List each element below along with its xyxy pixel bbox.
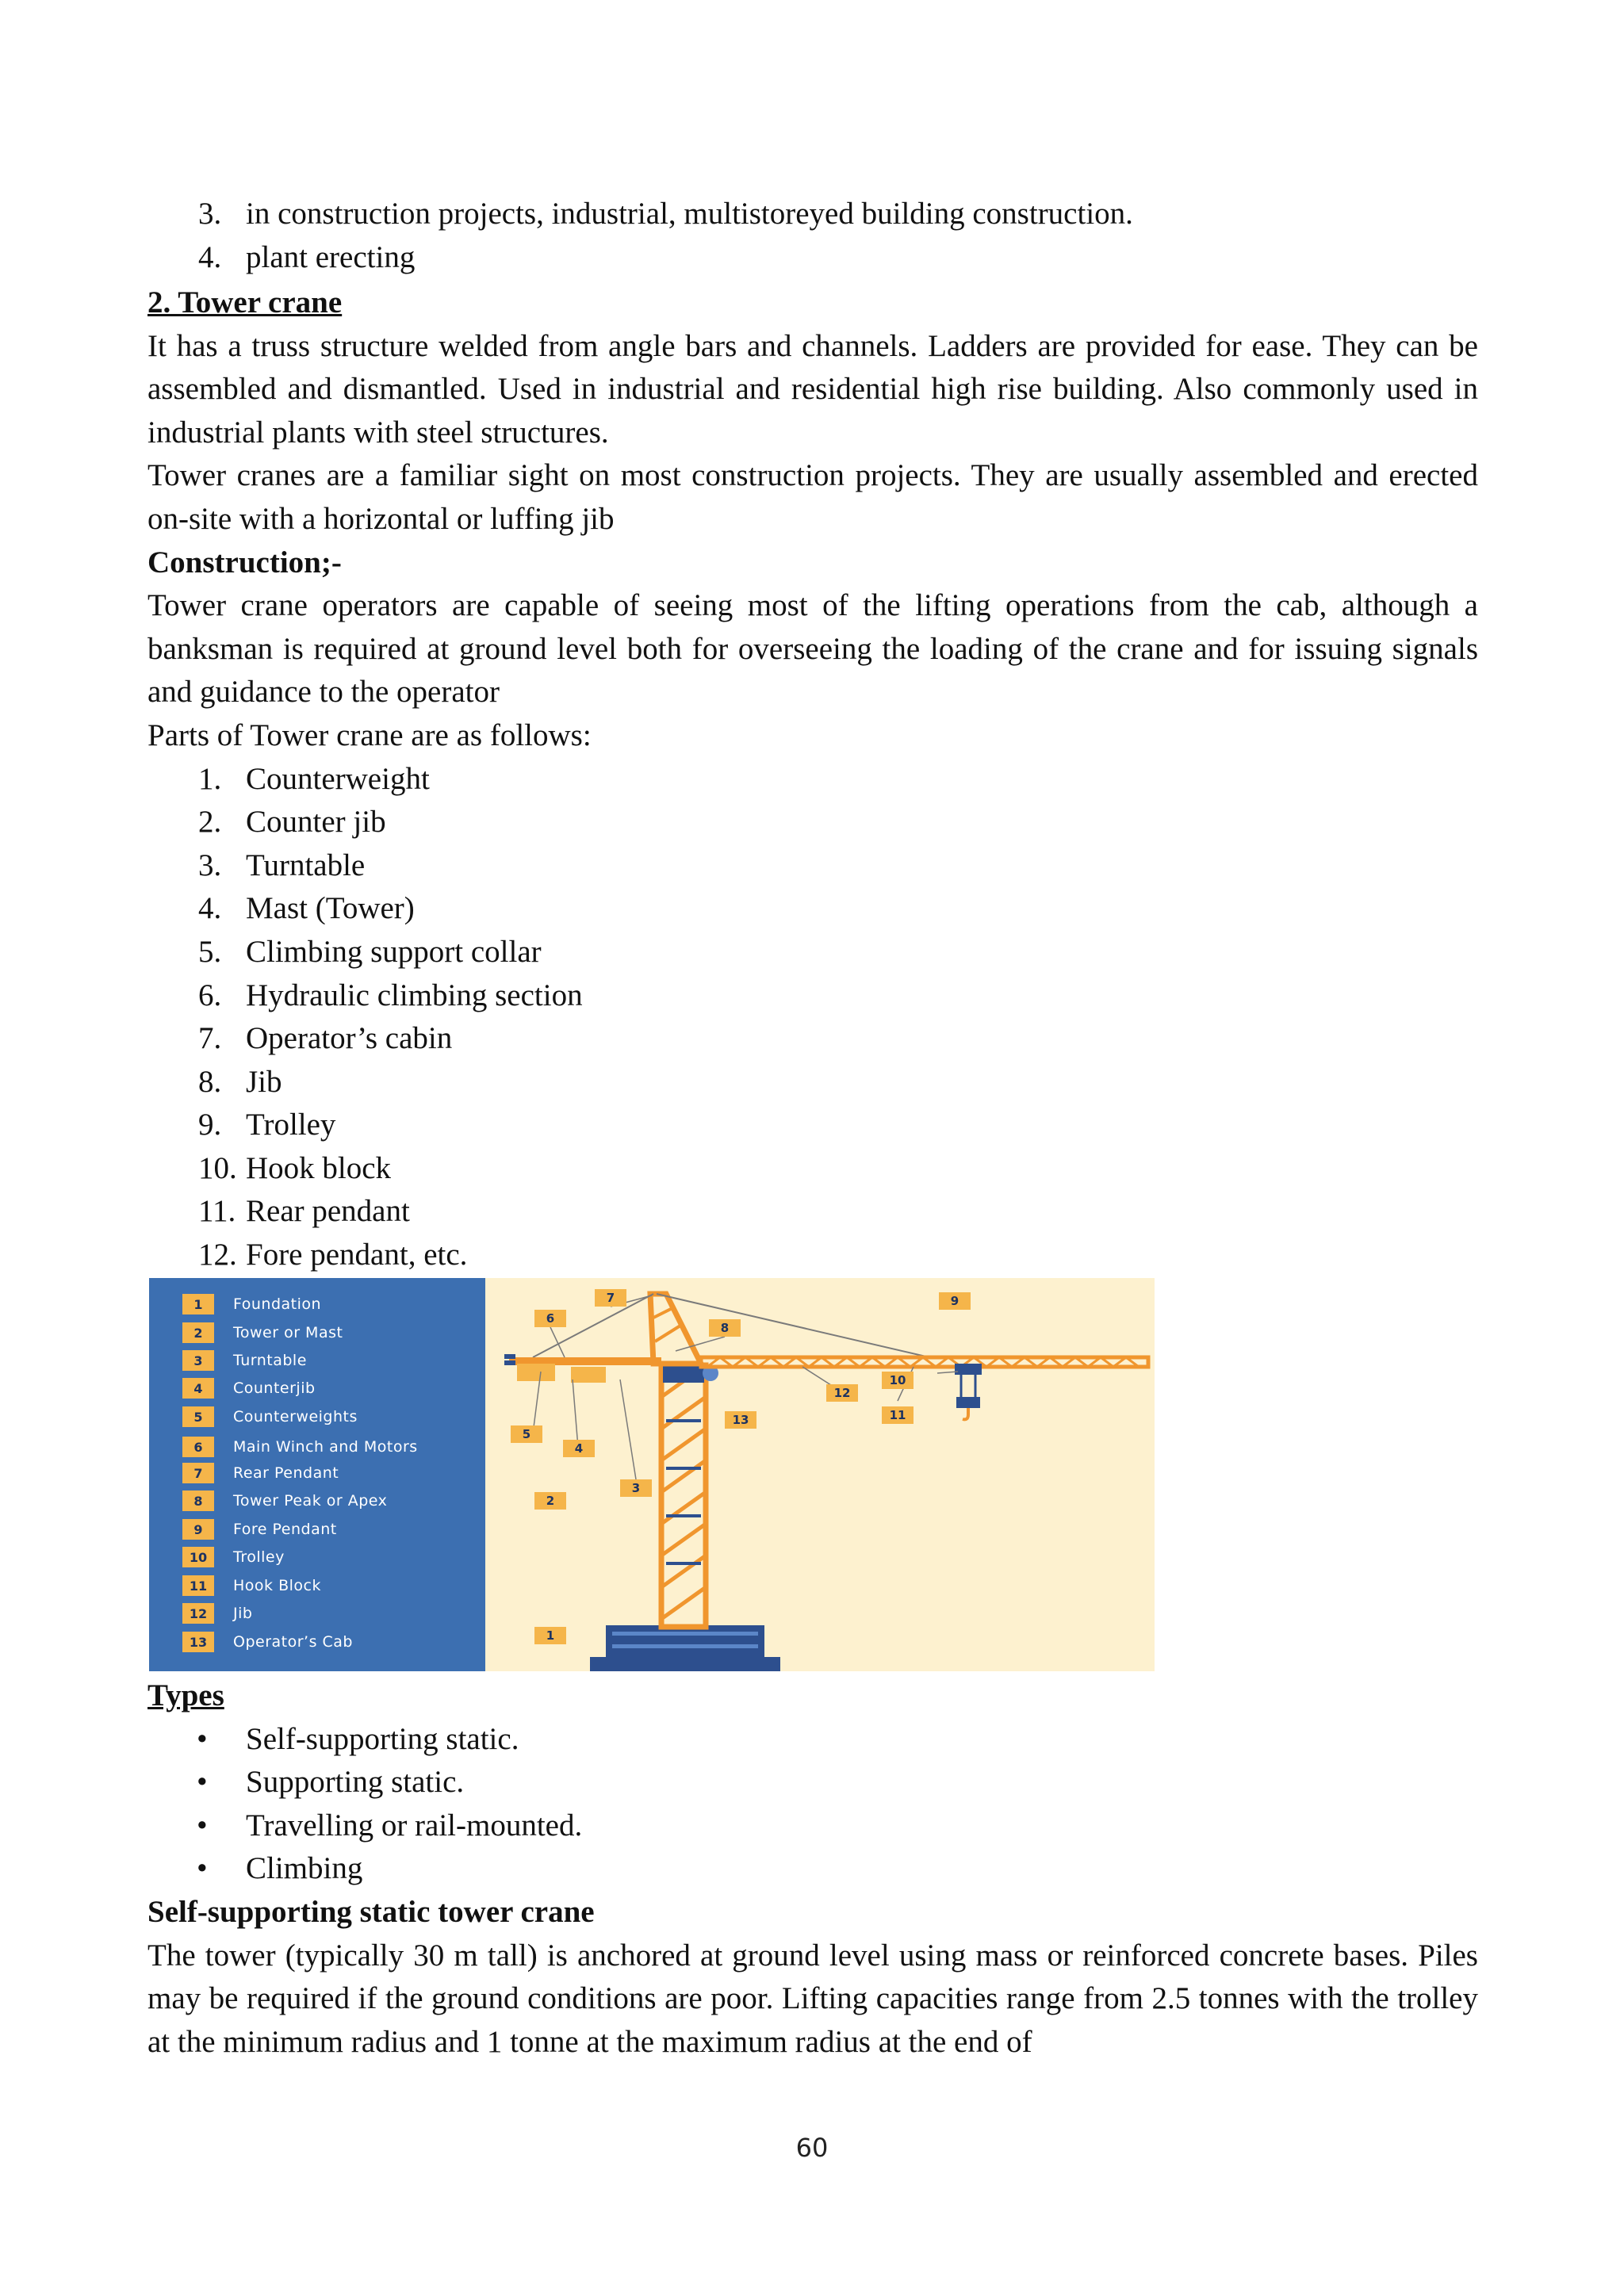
legend-label: Trolley — [233, 1548, 285, 1566]
legend-number-badge: 5 — [182, 1406, 214, 1427]
callout-tag — [709, 1319, 741, 1337]
list-text: Hydraulic climbing section — [246, 978, 583, 1012]
list-text: Fore pendant, etc. — [246, 1238, 468, 1272]
paragraph-familiar-sight: Tower cranes are a familiar sight on most construction projects. They are usually assembled and erected on-site with a horizontal or luffing jib — [147, 458, 1478, 536]
list-text: Turntable — [246, 848, 366, 882]
list-number: 9. — [198, 1108, 222, 1142]
legend-item — [182, 1349, 307, 1372]
list-item — [147, 1718, 1478, 1762]
page-number: 60 — [795, 2133, 829, 2163]
parts-intro: Parts of Tower crane are as follows: — [147, 718, 592, 752]
legend-item — [182, 1376, 316, 1400]
legend-number-badge: 7 — [182, 1463, 214, 1483]
list-number: 4. — [198, 891, 222, 926]
legend-label: Rear Pendant — [233, 1464, 339, 1482]
legend-number-badge: 8 — [182, 1490, 214, 1511]
bullet-icon: • — [197, 1851, 208, 1886]
list-text: Rear pendant — [246, 1194, 410, 1229]
legend-number-badge: 6 — [182, 1437, 214, 1457]
callout-tag — [534, 1492, 566, 1510]
legend-label: Counterjib — [233, 1380, 316, 1397]
legend-label: Hook Block — [233, 1577, 321, 1594]
paragraph-self-supporting: The tower (typically 30 m tall) is anchored at ground level using mass or reinforced concrete bases. Piles may be required if the ground conditions are poor. Lifting capacities range from 2.5 tonnes with the trolley at the minimum radius and 1 tonne at the maximum radius at the end of — [147, 1938, 1478, 2059]
legend-item — [182, 1630, 353, 1654]
legend-label: Tower or Mast — [233, 1324, 343, 1341]
tower-crane-figure — [149, 1278, 1155, 1671]
callout-tag — [620, 1479, 652, 1497]
svg-text:6: 6 — [546, 1311, 555, 1326]
list-item — [147, 844, 1478, 888]
list-text: Mast (Tower) — [246, 891, 415, 926]
svg-text:11: 11 — [889, 1408, 906, 1422]
legend-number-badge: 13 — [182, 1632, 214, 1652]
legend-number-badge: 12 — [182, 1603, 214, 1624]
callout-tag — [882, 1372, 914, 1389]
legend-number-badge: 1 — [182, 1294, 214, 1314]
types-list — [147, 1718, 1478, 1891]
legend-item — [182, 1574, 321, 1598]
legend-item — [182, 1517, 337, 1541]
callout-tag — [595, 1289, 626, 1307]
list-item — [147, 758, 1478, 802]
list-text: Counter jib — [246, 805, 386, 840]
callout-tag — [534, 1310, 566, 1327]
foundation-base — [590, 1625, 780, 1671]
legend-label: Main Winch and Motors — [233, 1438, 418, 1456]
list-text: Trolley — [246, 1108, 336, 1142]
legend-label: Turntable — [233, 1352, 307, 1369]
legend-item — [182, 1321, 343, 1345]
bullet-icon: • — [197, 1808, 208, 1843]
types-heading: Types — [147, 1678, 224, 1712]
list-item — [147, 974, 1478, 1018]
svg-text:3: 3 — [631, 1481, 641, 1495]
mast-tower-icon — [661, 1365, 706, 1627]
legend-label: Counterweights — [233, 1408, 358, 1425]
paragraph-operators: Tower crane operators are capable of seeing most of the lifting operations from the cab, although a banksman is required at ground level both for overseeing the loading of the crane and for issuing signals and guidance to the operator — [147, 588, 1478, 710]
legend-number-badge: 4 — [182, 1378, 214, 1399]
svg-text:5: 5 — [522, 1427, 531, 1441]
list-text: Counterweight — [246, 761, 430, 796]
list-text: in construction projects, industrial, multistoreyed building construction. — [246, 197, 1133, 231]
list-text: plant erecting — [246, 239, 416, 274]
legend-label: Fore Pendant — [233, 1521, 337, 1538]
svg-text:10: 10 — [889, 1373, 906, 1387]
callout-tag — [939, 1292, 971, 1310]
parts-list — [147, 758, 1478, 1277]
list-item — [147, 193, 1478, 236]
paragraph-structure: It has a truss structure welded from angle bars and channels. Ladders are provided for ease. They can be assembled and dismantled. Used in industrial and residential high rise building. Also commonly used in industrial plants with steel structures. — [147, 328, 1478, 450]
section-title: 2. Tower crane — [147, 285, 343, 320]
legend-number-badge: 11 — [182, 1575, 214, 1596]
continued-use-list — [147, 193, 1478, 279]
list-item — [147, 1847, 1478, 1891]
legend-item — [182, 1545, 285, 1569]
list-item — [147, 801, 1478, 844]
list-text: Climbing support collar — [246, 934, 542, 969]
list-item — [147, 1017, 1478, 1061]
list-number: 10. — [198, 1150, 237, 1185]
callout-tag — [725, 1411, 756, 1429]
legend-number-badge: 3 — [182, 1350, 214, 1371]
legend-item — [182, 1461, 339, 1485]
diagram-background — [485, 1278, 1155, 1671]
list-text: Travelling or rail-mounted. — [246, 1808, 583, 1843]
bullet-icon: • — [197, 1765, 208, 1800]
legend-item — [182, 1489, 387, 1513]
legend-item — [182, 1292, 321, 1316]
legend-panel — [149, 1278, 485, 1671]
svg-text:2: 2 — [546, 1494, 555, 1508]
svg-text:8: 8 — [720, 1321, 730, 1335]
list-text: Self-supporting static. — [246, 1721, 519, 1756]
list-number: 12. — [198, 1238, 237, 1272]
legend-item — [182, 1405, 358, 1429]
list-item — [147, 1104, 1478, 1147]
legend-number-badge: 10 — [182, 1547, 214, 1567]
list-item — [147, 931, 1478, 974]
svg-text:13: 13 — [732, 1413, 749, 1427]
bullet-icon: • — [197, 1721, 208, 1756]
self-supporting-heading: Self-supporting static tower crane — [147, 1894, 595, 1929]
list-item — [147, 1147, 1478, 1191]
callout-tag — [826, 1384, 858, 1402]
svg-text:1: 1 — [546, 1628, 555, 1643]
list-text: Jib — [246, 1064, 282, 1099]
legend-label: Jib — [233, 1605, 253, 1622]
tower-crane-section — [147, 281, 1478, 1277]
list-text: Climbing — [246, 1851, 363, 1886]
list-item — [147, 887, 1478, 931]
list-text: Supporting static. — [246, 1765, 465, 1800]
legend-label: Tower Peak or Apex — [233, 1492, 388, 1510]
legend-number-badge: 9 — [182, 1519, 214, 1540]
construction-heading: Construction;- — [147, 545, 342, 580]
svg-text:12: 12 — [833, 1386, 851, 1400]
list-number: 5. — [198, 934, 222, 969]
list-item — [147, 1761, 1478, 1804]
callout-tag — [563, 1440, 595, 1457]
trolley-icon — [955, 1364, 982, 1375]
list-item — [147, 236, 1478, 280]
list-number: 7. — [198, 1021, 222, 1056]
list-item — [147, 1234, 1478, 1277]
legend-item — [182, 1601, 252, 1625]
crane-diagram — [485, 1278, 1155, 1671]
svg-text:9: 9 — [950, 1294, 959, 1308]
callout-tag — [534, 1627, 566, 1644]
callout-tag — [882, 1406, 914, 1424]
list-item — [147, 1804, 1478, 1848]
list-item — [147, 1061, 1478, 1104]
list-number: 4. — [198, 239, 222, 274]
callout-tag — [511, 1425, 542, 1443]
legend-number-badge: 2 — [182, 1322, 214, 1343]
list-text: Hook block — [246, 1150, 392, 1185]
list-number: 6. — [198, 978, 222, 1012]
list-number: 1. — [198, 761, 222, 796]
list-number: 8. — [198, 1064, 222, 1099]
legend-label: Foundation — [233, 1295, 322, 1313]
svg-text:4: 4 — [574, 1441, 584, 1456]
types-section — [147, 1674, 1478, 2064]
list-number: 3. — [198, 197, 222, 231]
legend-item — [182, 1433, 423, 1460]
list-number: 11. — [198, 1194, 236, 1229]
svg-text:7: 7 — [606, 1291, 615, 1305]
list-number: 3. — [198, 848, 222, 882]
list-text: Operator’s cabin — [246, 1021, 453, 1056]
legend-label: Operator’s Cab — [233, 1633, 353, 1651]
list-number: 2. — [198, 805, 222, 840]
list-item — [147, 1190, 1478, 1234]
